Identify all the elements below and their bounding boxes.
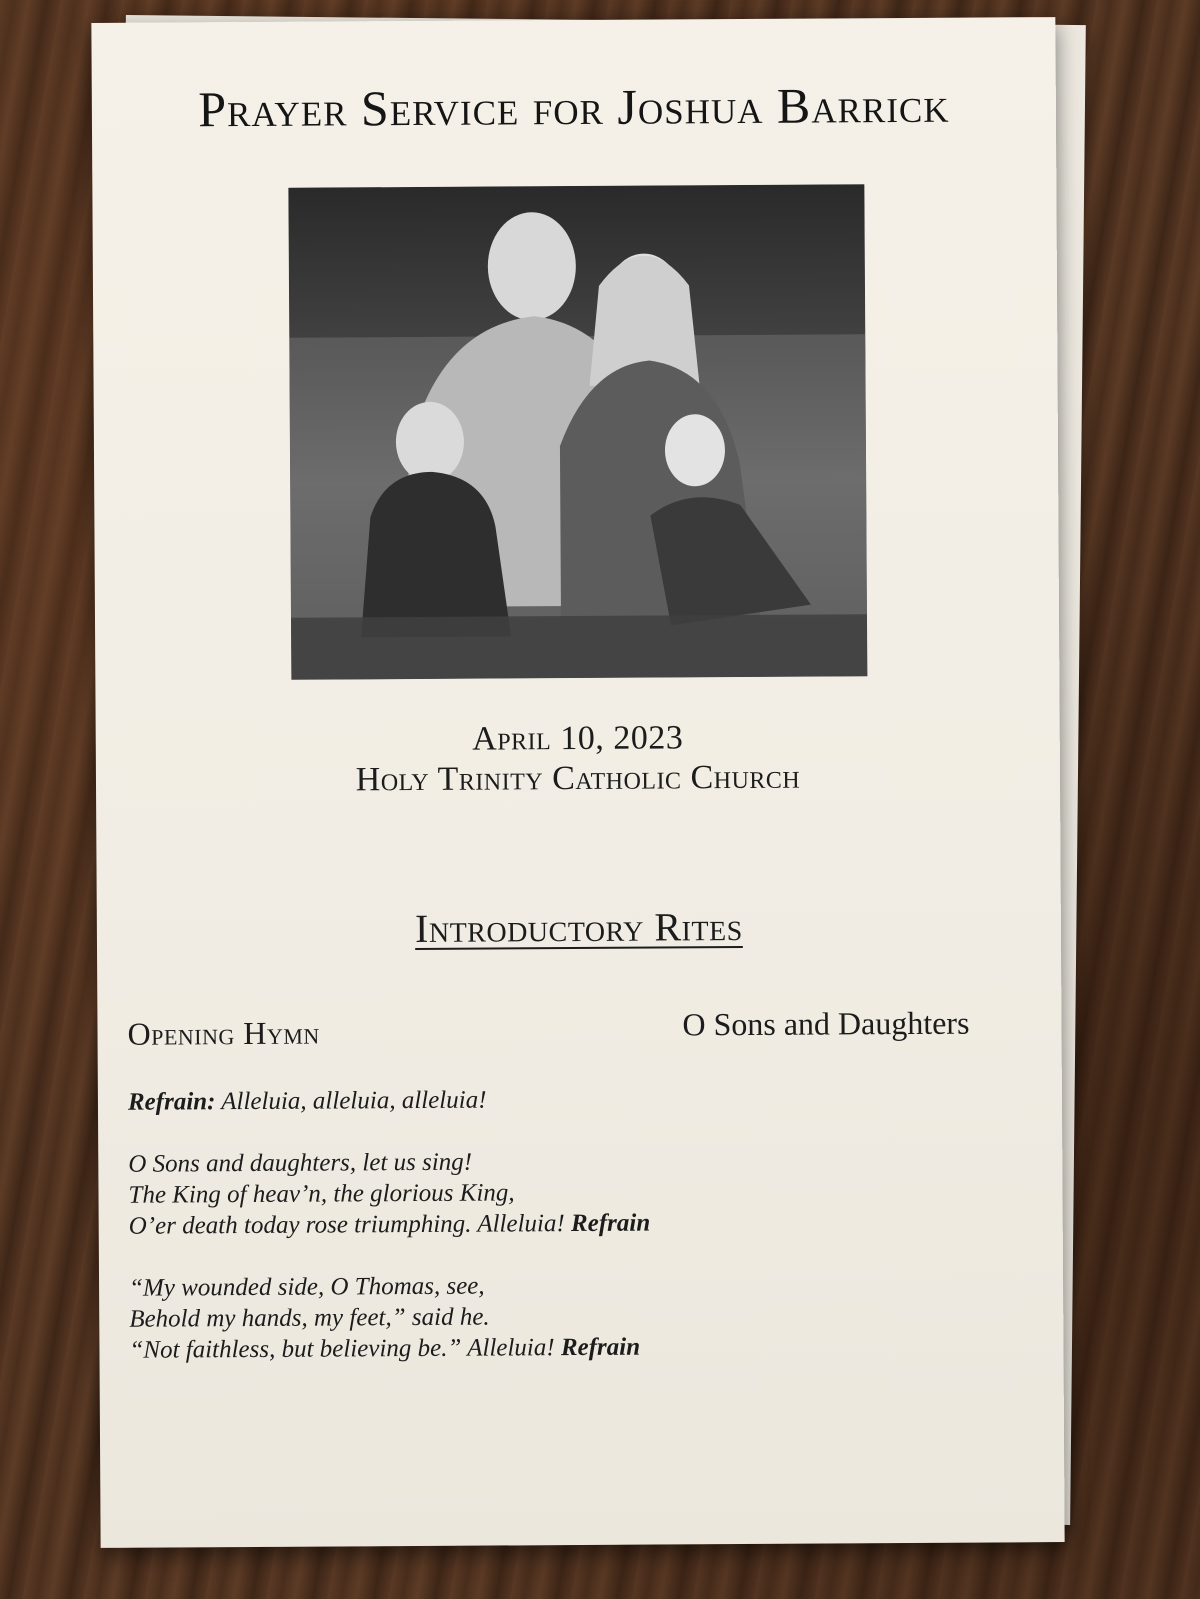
refrain-line xyxy=(128,1082,988,1118)
verse-line: Behold my hands, my feet,” said he. xyxy=(129,1303,490,1333)
refrain-tag: Refrain xyxy=(560,1333,641,1362)
verse-line: “My wounded side, O Thomas, see, xyxy=(128,1272,485,1302)
verse-line: The King of heav’n, the glorious King, xyxy=(128,1179,515,1209)
service-date: April 10, 2023 xyxy=(472,719,684,758)
section-heading-text: Introductory Rites xyxy=(414,903,743,951)
opening-hymn-title: O Sons and Daughters xyxy=(682,1004,970,1043)
verse-line: O Sons and daughters, let us sing! xyxy=(128,1148,473,1178)
church-name: Holy Trinity Catholic Church xyxy=(355,758,801,799)
refrain-tag: Refrain xyxy=(570,1209,651,1238)
page-title: Prayer Service for Joshua Barrick xyxy=(198,76,950,138)
verse-2 xyxy=(129,1267,990,1365)
refrain-label: Refrain: xyxy=(127,1088,216,1116)
verse-line-last xyxy=(129,1205,989,1241)
section-heading xyxy=(97,901,1061,954)
opening-hymn-label: Opening Hymn xyxy=(127,1014,320,1052)
verse-line-last xyxy=(129,1329,989,1365)
hymn-lyrics xyxy=(128,1082,990,1397)
program-page xyxy=(91,17,1064,1548)
refrain-text: Alleluia, alleluia, alleluia! xyxy=(215,1086,487,1116)
verse-line-text: O’er death today rose triumphing. Alleluia! xyxy=(128,1210,572,1240)
family-photo xyxy=(288,184,867,680)
verse-1 xyxy=(128,1144,989,1242)
verse-line-text: “Not faithless, but believing be.” Alleluia! xyxy=(129,1334,562,1364)
